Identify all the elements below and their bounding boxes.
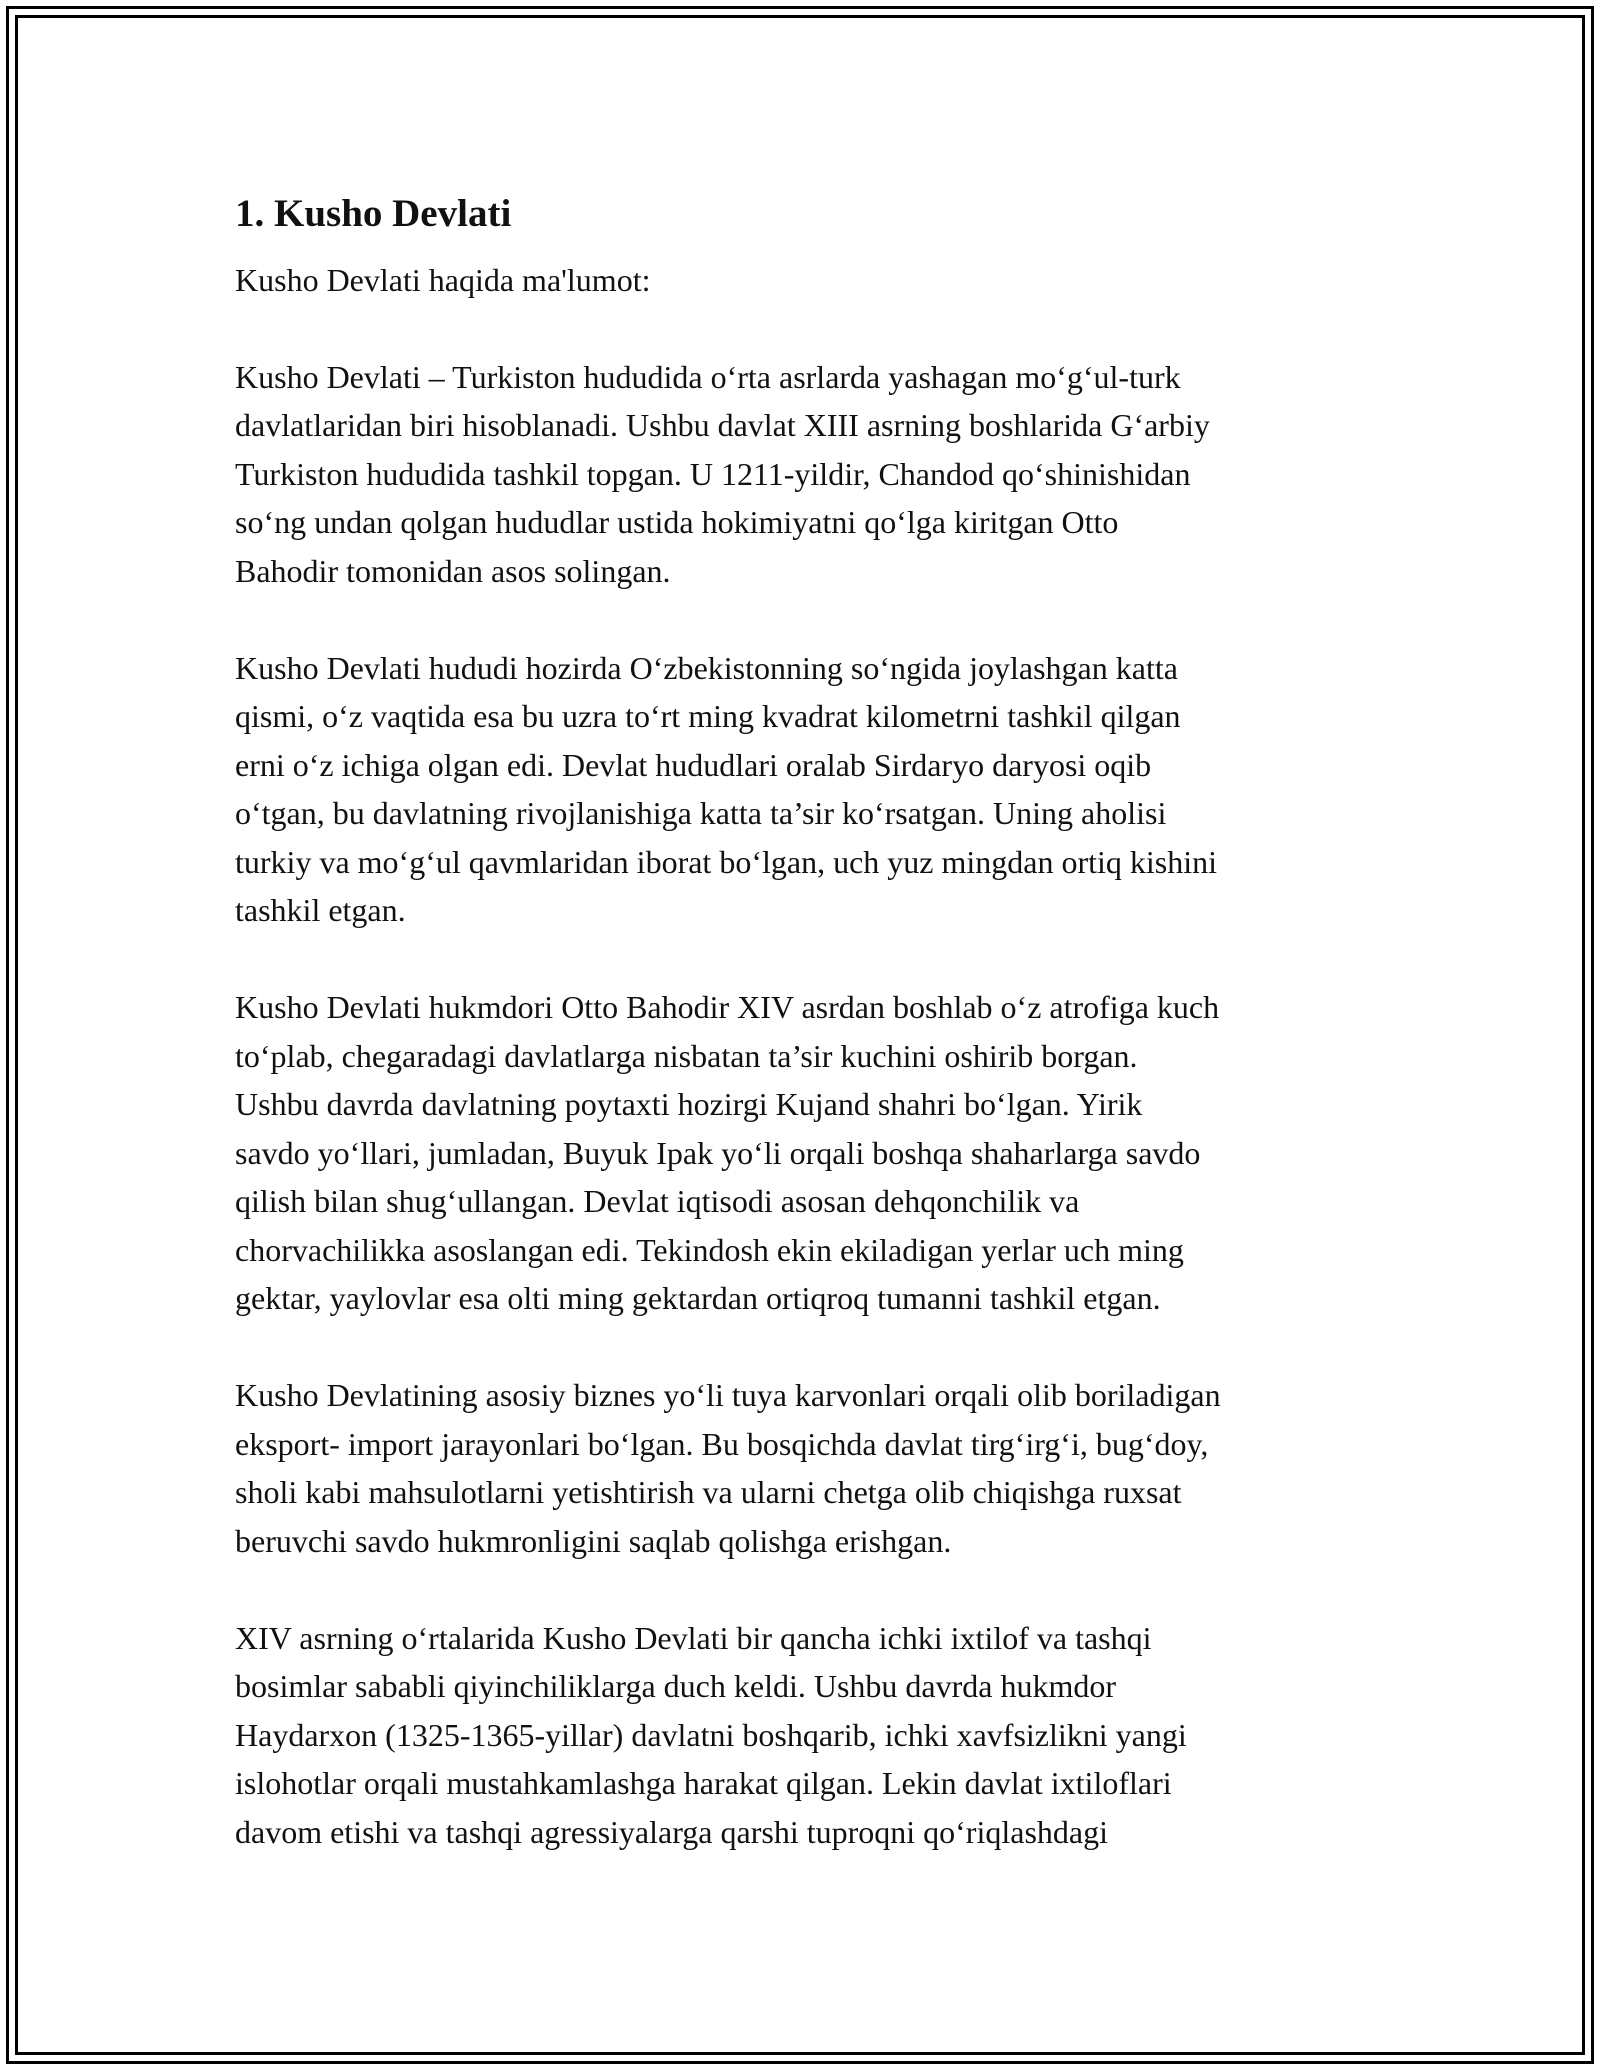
paragraph-2	[235, 644, 1375, 935]
text-line: Kusho Devlati – Turkiston hududida oʻrta asrlarda yashagan moʻgʻul-turk	[235, 358, 1181, 395]
text-line: davom etishi va tashqi agressiyalarga qarshi tuproqni qoʻriqlashdagi	[235, 1813, 1108, 1850]
text-line: qismi, oʻz vaqtida esa bu uzra toʻrt ming kvadrat kilometrni tashkil qilgan	[235, 698, 1181, 734]
text-line: tashkil etgan.	[235, 892, 406, 928]
document-title: 1. Kusho Devlati	[235, 192, 512, 235]
paragraph-5	[235, 1614, 1375, 1857]
paragraph-4	[235, 1371, 1375, 1565]
text-line: qilish bilan shugʻullangan. Devlat iqtisodi asosan dehqonchilik va	[235, 1183, 1080, 1219]
text-line: savdo yoʻllari, jumladan, Buyuk Ipak yoʻli orqali boshqa shaharlarga savdo	[235, 1134, 1201, 1171]
text-line: oʻtgan, bu davlatning rivojlanishiga katta ta’sir koʻrsatgan. Uning aholisi	[235, 795, 1167, 831]
paragraph-3	[235, 983, 1375, 1323]
text-line: islohotlar orqali mustahkamlashga harakat qilgan. Lekin davlat ixtiloflari	[235, 1765, 1172, 1801]
text-line: Haydarxon (1325-1365-yillar) davlatni boshqarib, ichki xavfsizlikni yangi	[235, 1716, 1187, 1753]
text-line: erni oʻz ichiga olgan edi. Devlat hududlari oralab Sirdaryo daryosi oqib	[235, 746, 1152, 783]
text-line: chorvachilikka asoslangan edi. Tekindosh ekin ekiladigan yerlar uch ming	[235, 1231, 1184, 1268]
text-line: bosimlar sababli qiyinchiliklarga duch keldi. Ushbu davrda hukmdor	[235, 1668, 1117, 1704]
text-line: Ushbu davrda davlatning poytaxti hozirgi Kujand shahri boʻlgan. Yirik	[235, 1086, 1143, 1122]
text-line: sholi kabi mahsulotlarni yetishtirish va ularni chetga olib chiqishga ruxsat	[235, 1474, 1182, 1510]
text-line: Kusho Devlati hududi hozirda Oʻzbekistonning soʻngida joylashgan katta	[235, 649, 1178, 686]
paragraph-1	[235, 353, 1375, 596]
text-line: XIV asrning oʻrtalarida Kusho Devlati bir qancha ichki ixtilof va tashqi	[235, 1619, 1152, 1656]
text-line: davlatlaridan biri hisoblanadi. Ushbu davlat XIII asrning boshlarida Gʻarbiy	[235, 407, 1210, 443]
text-line: toʻplab, chegaradagi davlatlarga nisbatan ta’sir kuchini oshirib borgan.	[235, 1037, 1138, 1074]
text-line: soʻng undan qolgan hududlar ustida hokimiyatni qoʻlga kiritgan Otto	[235, 504, 1119, 540]
text-line: Bahodir tomonidan asos solingan.	[235, 552, 671, 589]
text-line: eksport- import jarayonlari boʻlgan. Bu bosqichda davlat tirgʻirgʻi, bugʻdoy,	[235, 1425, 1209, 1462]
text-line: Turkiston hududida tashkil topgan. U 1211-yildir, Chandod qoʻshinishidan	[235, 455, 1191, 492]
text-line: gektar, yaylovlar esa olti ming gektardan ortiqroq tumanni tashkil etgan.	[235, 1280, 1161, 1316]
text-line: turkiy va moʻgʻul qavmlaridan iborat boʻlgan, uch yuz mingdan ortiq kishini	[235, 843, 1218, 880]
intro-line: Kusho Devlati haqida ma'lumot:	[235, 262, 651, 298]
document-body	[235, 186, 1375, 1905]
text-line: beruvchi savdo hukmronligini saqlab qolishga erishgan.	[235, 1522, 952, 1559]
text-line: Kusho Devlati hukmdori Otto Bahodir XIV asrdan boshlab oʻz atrofiga kuch	[235, 989, 1220, 1025]
text-line: Kusho Devlatining asosiy biznes yoʻli tuya karvonlari orqali olib boriladigan	[235, 1377, 1221, 1413]
